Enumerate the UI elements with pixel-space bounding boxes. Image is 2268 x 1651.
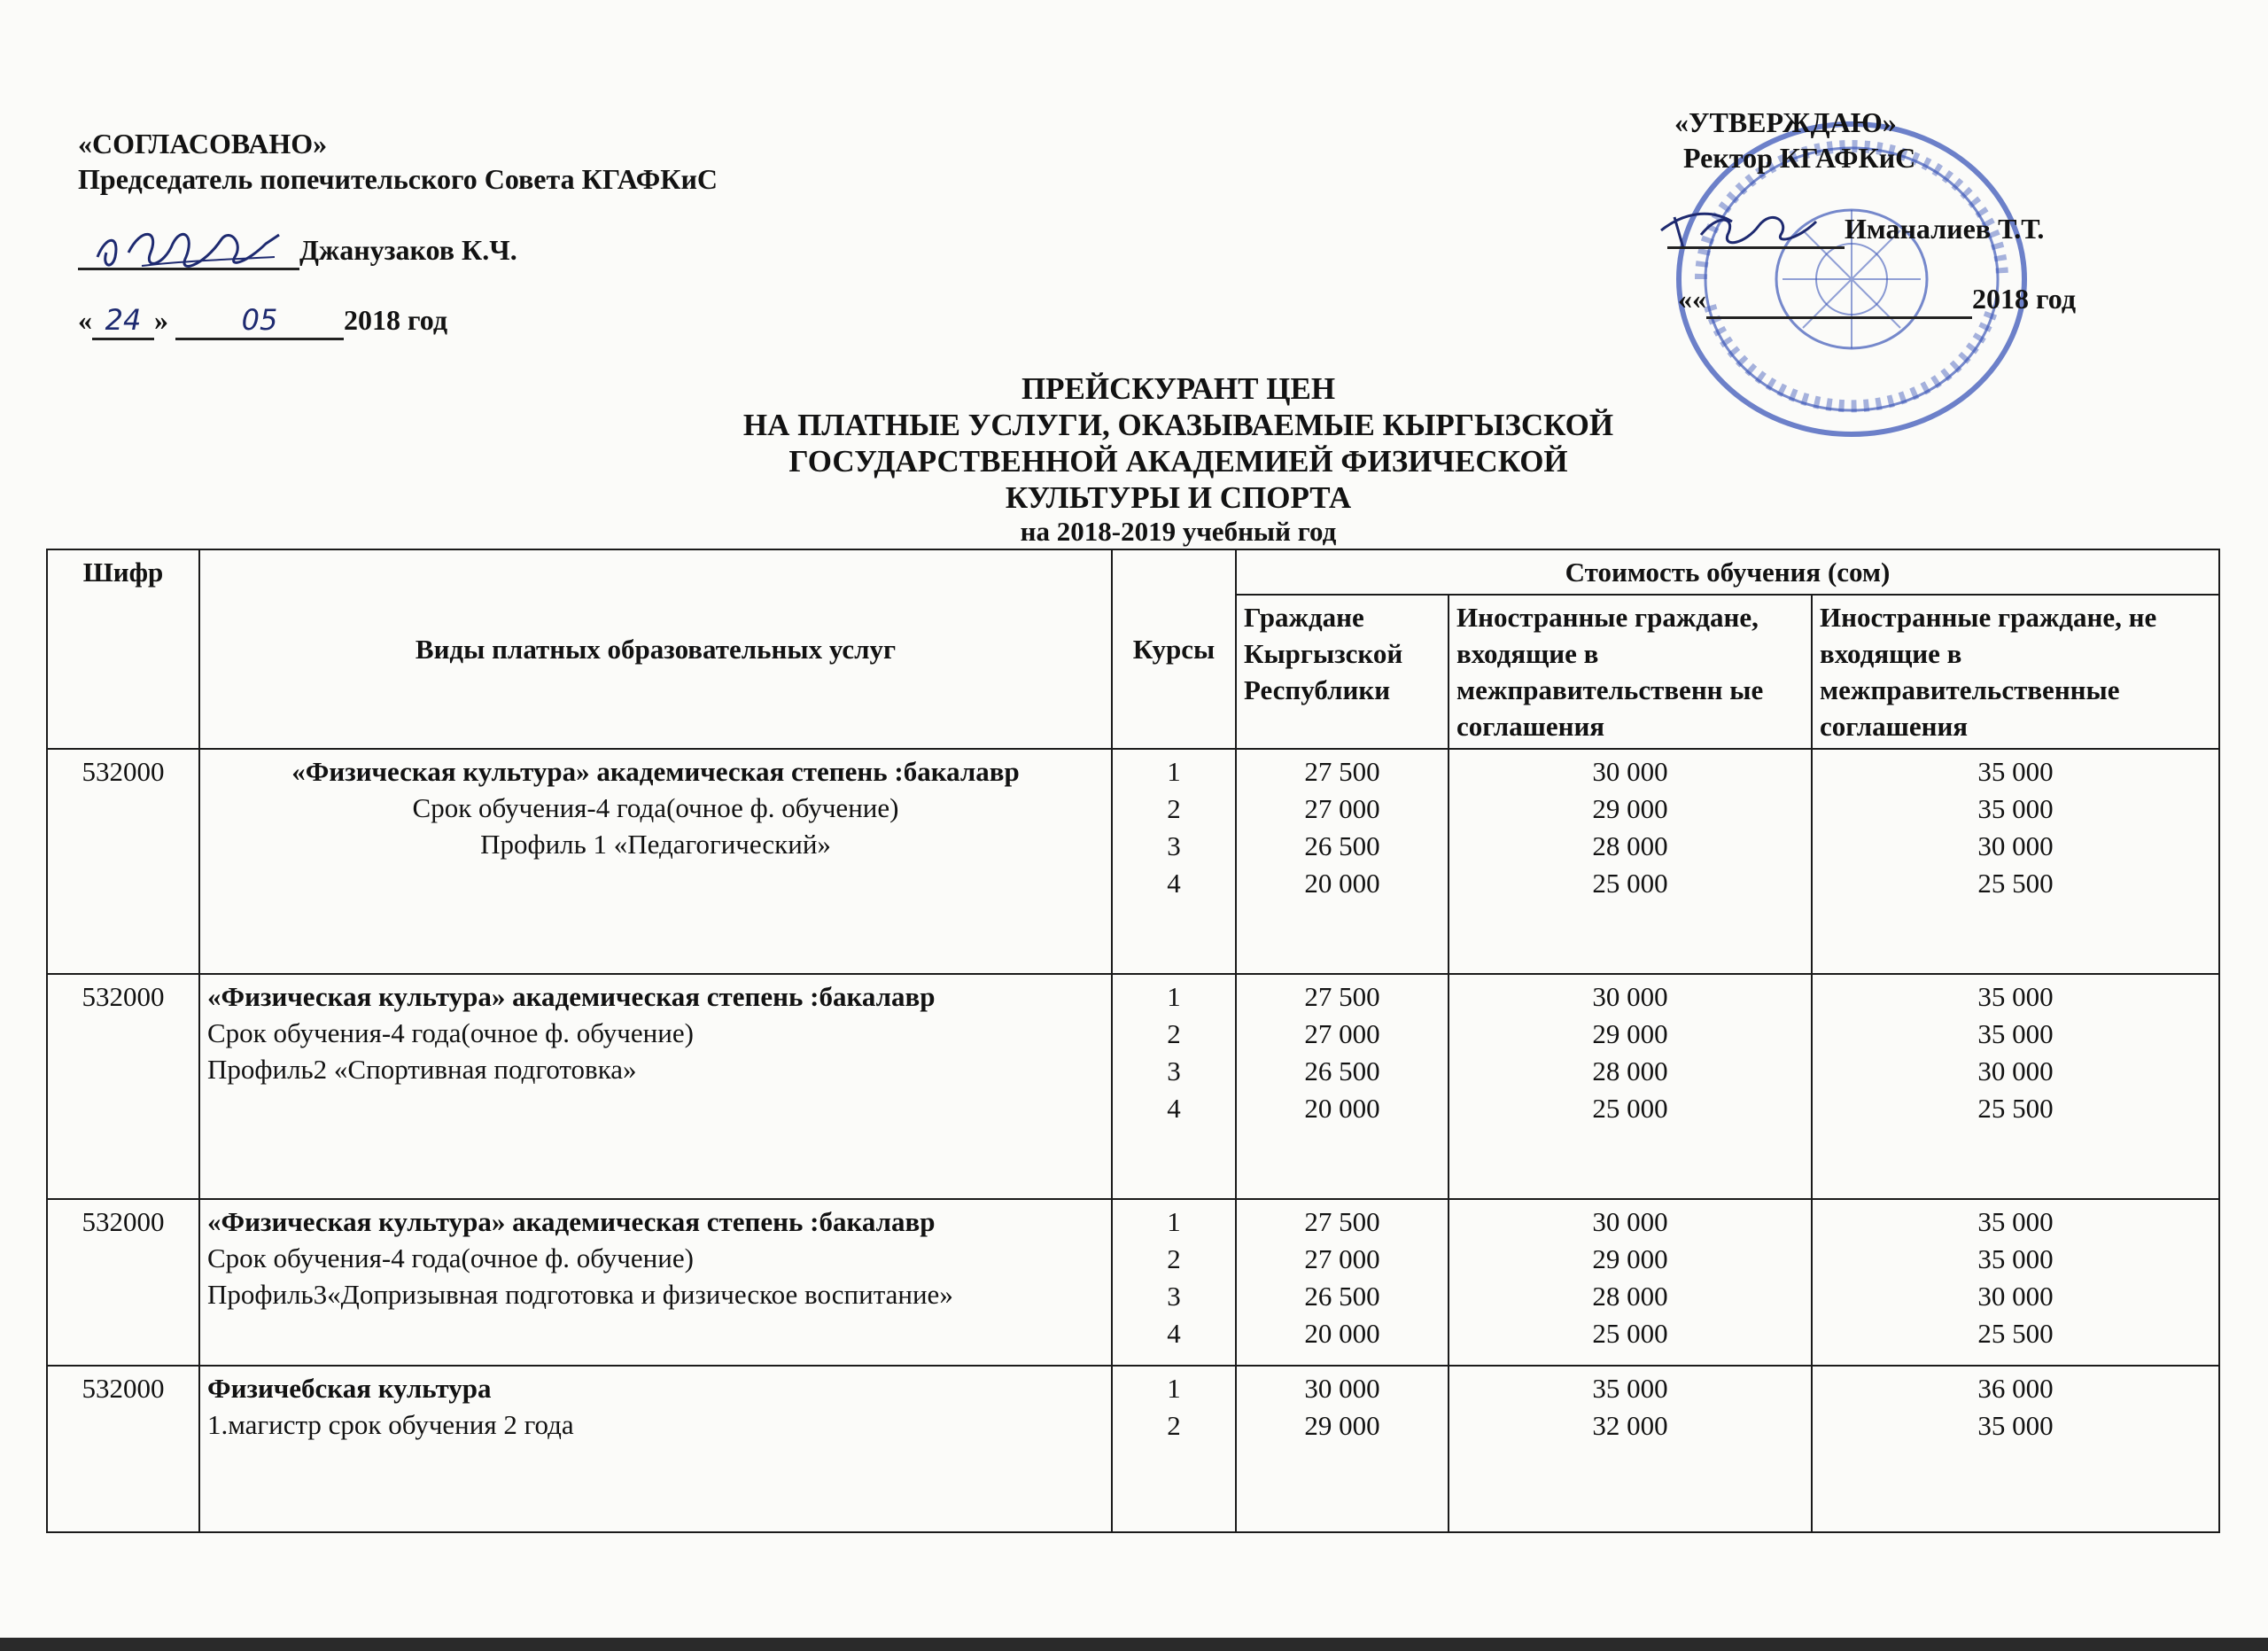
row-service-line2: 1.магистр срок обучения 2 года bbox=[207, 1409, 574, 1440]
course-value: 2 bbox=[1167, 1018, 1181, 1049]
course-value: 4 bbox=[1167, 1093, 1181, 1124]
price-value: 30 000 bbox=[1304, 1373, 1380, 1404]
row-service-line2: Срок обучения-4 года(очное ф. обучение) bbox=[412, 792, 899, 823]
header-foreign-out: Иностранные граждане, не входящие в межправительственные соглашения bbox=[1812, 595, 2219, 749]
price-value: 27 500 bbox=[1304, 1206, 1380, 1237]
price-value: 35 000 bbox=[1977, 1018, 2054, 1049]
agreed-name: Джанузаков К.Ч. bbox=[299, 234, 517, 266]
course-value: 1 bbox=[1167, 1206, 1181, 1237]
row-foreign-out bbox=[1812, 1199, 2219, 1366]
agreed-date-year: 2018 год bbox=[344, 304, 447, 336]
approved-signature-line bbox=[1667, 211, 2217, 249]
row-service-line3: Профиль3«Допризывная подготовка и физическое воспитание» bbox=[207, 1279, 953, 1310]
price-value: 35 000 bbox=[1592, 1373, 1668, 1404]
price-value: 28 000 bbox=[1592, 1055, 1668, 1086]
price-value: 26 500 bbox=[1304, 830, 1380, 861]
table-row bbox=[47, 1366, 2219, 1532]
document-title bbox=[532, 370, 1825, 548]
price-value: 28 000 bbox=[1592, 1281, 1668, 1312]
price-value: 35 000 bbox=[1977, 981, 2054, 1012]
approved-heading: «УТВЕРЖДАЮ» bbox=[1674, 106, 1897, 138]
price-value: 27 500 bbox=[1304, 756, 1380, 787]
row-citizens bbox=[1236, 749, 1449, 974]
row-service bbox=[199, 974, 1112, 1199]
price-value: 35 000 bbox=[1977, 1243, 2054, 1274]
agreed-date-day: 24 bbox=[92, 302, 154, 340]
price-value: 27 500 bbox=[1304, 981, 1380, 1012]
approved-block bbox=[1667, 105, 2217, 319]
course-value: 2 bbox=[1167, 793, 1181, 824]
table-row bbox=[47, 974, 2219, 1199]
signature-scribble-left bbox=[89, 217, 301, 288]
price-value: 35 000 bbox=[1977, 1206, 2054, 1237]
price-value: 20 000 bbox=[1304, 1093, 1380, 1124]
price-value: 25 000 bbox=[1592, 1318, 1668, 1349]
price-value: 25 500 bbox=[1977, 868, 2054, 899]
row-foreign-in bbox=[1449, 974, 1812, 1199]
row-foreign-in bbox=[1449, 1199, 1812, 1366]
row-service-line2: Срок обучения-4 года(очное ф. обучение) bbox=[207, 1017, 694, 1048]
price-value: 35 000 bbox=[1977, 756, 2054, 787]
table-row bbox=[47, 749, 2219, 974]
course-value: 4 bbox=[1167, 1318, 1181, 1349]
course-value: 3 bbox=[1167, 1281, 1181, 1312]
row-courses bbox=[1112, 749, 1236, 974]
row-code: 532000 bbox=[47, 974, 199, 1199]
title-line-5: на 2018-2019 учебный год bbox=[1020, 516, 1337, 547]
row-citizens bbox=[1236, 1199, 1449, 1366]
row-courses bbox=[1112, 974, 1236, 1199]
table-header-row bbox=[47, 549, 2219, 595]
row-code: 532000 bbox=[47, 1366, 199, 1532]
price-value: 26 500 bbox=[1304, 1055, 1380, 1086]
row-foreign-out bbox=[1812, 1366, 2219, 1532]
header-code: Шифр bbox=[47, 549, 199, 749]
header-citizens: Граждане Кыргызской Республики bbox=[1236, 595, 1449, 749]
course-value: 1 bbox=[1167, 756, 1181, 787]
row-service-line2: Срок обучения-4 года(очное ф. обучение) bbox=[207, 1242, 694, 1273]
row-service-line3: Профиль 1 «Педагогический» bbox=[480, 829, 831, 860]
header-courses: Курсы bbox=[1112, 549, 1236, 749]
course-value: 1 bbox=[1167, 1373, 1181, 1404]
price-value: 27 000 bbox=[1304, 793, 1380, 824]
row-foreign-out bbox=[1812, 974, 2219, 1199]
price-value: 25 000 bbox=[1592, 868, 1668, 899]
row-service-line1: «Физическая культура» академическая степень :бакалавр bbox=[291, 756, 1020, 787]
row-foreign-in bbox=[1449, 749, 1812, 974]
agreed-date: « 24 » 05 2018 год bbox=[78, 302, 964, 340]
price-value: 28 000 bbox=[1592, 830, 1668, 861]
price-value: 29 000 bbox=[1304, 1410, 1380, 1441]
price-value: 27 000 bbox=[1304, 1243, 1380, 1274]
row-foreign-in bbox=[1449, 1366, 1812, 1532]
title-line-2: НА ПЛАТНЫЕ УСЛУГИ, ОКАЗЫВАЕМЫЕ КЫРГЫЗСКОЙ bbox=[742, 408, 1614, 442]
approved-date-open: «« bbox=[1678, 283, 1706, 315]
approved-position: Ректор КГАФКиС bbox=[1683, 142, 1916, 174]
price-value: 30 000 bbox=[1977, 1281, 2054, 1312]
row-service-line1: Физичебская культура bbox=[207, 1373, 492, 1404]
row-service-line3: Профиль2 «Спортивная подготовка» bbox=[207, 1054, 637, 1085]
header-cost: Стоимость обучения (сом) bbox=[1236, 549, 2219, 595]
row-service bbox=[199, 749, 1112, 974]
row-courses bbox=[1112, 1366, 1236, 1532]
price-value: 20 000 bbox=[1304, 868, 1380, 899]
course-value: 4 bbox=[1167, 868, 1181, 899]
price-value: 27 000 bbox=[1304, 1018, 1380, 1049]
price-value: 29 000 bbox=[1592, 1243, 1668, 1274]
row-code: 532000 bbox=[47, 749, 199, 974]
approved-date bbox=[1667, 281, 2217, 319]
price-value: 30 000 bbox=[1977, 1055, 2054, 1086]
price-value: 25 500 bbox=[1977, 1318, 2054, 1349]
agreed-heading: «СОГЛАСОВАНО» bbox=[78, 128, 328, 160]
course-value: 3 bbox=[1167, 830, 1181, 861]
course-value: 2 bbox=[1167, 1410, 1181, 1441]
agreed-position: Председатель попечительского Совета КГАФКиС bbox=[78, 163, 718, 195]
price-value: 32 000 bbox=[1592, 1410, 1668, 1441]
title-line-1: ПРЕЙСКУРАНТ ЦЕН bbox=[1021, 371, 1336, 406]
row-service bbox=[199, 1199, 1112, 1366]
course-value: 3 bbox=[1167, 1055, 1181, 1086]
price-value: 20 000 bbox=[1304, 1318, 1380, 1349]
price-value: 35 000 bbox=[1977, 1410, 2054, 1441]
price-value: 30 000 bbox=[1592, 981, 1668, 1012]
course-value: 2 bbox=[1167, 1243, 1181, 1274]
price-value: 30 000 bbox=[1977, 830, 2054, 861]
price-value: 29 000 bbox=[1592, 1018, 1668, 1049]
title-line-3: ГОСУДАРСТВЕННОЙ АКАДЕМИЕЙ ФИЗИЧЕСКОЙ bbox=[788, 444, 1568, 479]
row-citizens bbox=[1236, 974, 1449, 1199]
price-value: 29 000 bbox=[1592, 793, 1668, 824]
approved-name: Иманалиев Т.Т. bbox=[1845, 213, 2045, 245]
price-value: 30 000 bbox=[1592, 756, 1668, 787]
row-courses bbox=[1112, 1199, 1236, 1366]
row-foreign-out bbox=[1812, 749, 2219, 974]
header-service: Виды платных образовательных услуг bbox=[199, 549, 1112, 749]
price-value: 26 500 bbox=[1304, 1281, 1380, 1312]
price-value: 36 000 bbox=[1977, 1373, 2054, 1404]
row-service-line1: «Физическая культура» академическая степень :бакалавр bbox=[207, 1206, 936, 1237]
course-value: 1 bbox=[1167, 981, 1181, 1012]
price-table bbox=[46, 549, 2220, 1533]
price-value: 25 500 bbox=[1977, 1093, 2054, 1124]
row-code: 532000 bbox=[47, 1199, 199, 1366]
approved-date-year: 2018 год bbox=[1972, 283, 2076, 315]
price-value: 35 000 bbox=[1977, 793, 2054, 824]
price-value: 25 000 bbox=[1592, 1093, 1668, 1124]
row-service-line1: «Физическая культура» академическая степень :бакалавр bbox=[207, 981, 936, 1012]
agreed-date-month: 05 bbox=[175, 302, 344, 340]
title-line-4: КУЛЬТУРЫ И СПОРТА bbox=[1005, 480, 1352, 515]
header-foreign-in: Иностранные граждане, входящие в межправительственн ые соглашения bbox=[1449, 595, 1812, 749]
scan-edge-bar bbox=[0, 1638, 2268, 1651]
row-citizens bbox=[1236, 1366, 1449, 1532]
price-value: 30 000 bbox=[1592, 1206, 1668, 1237]
row-service bbox=[199, 1366, 1112, 1532]
table-row bbox=[47, 1199, 2219, 1366]
